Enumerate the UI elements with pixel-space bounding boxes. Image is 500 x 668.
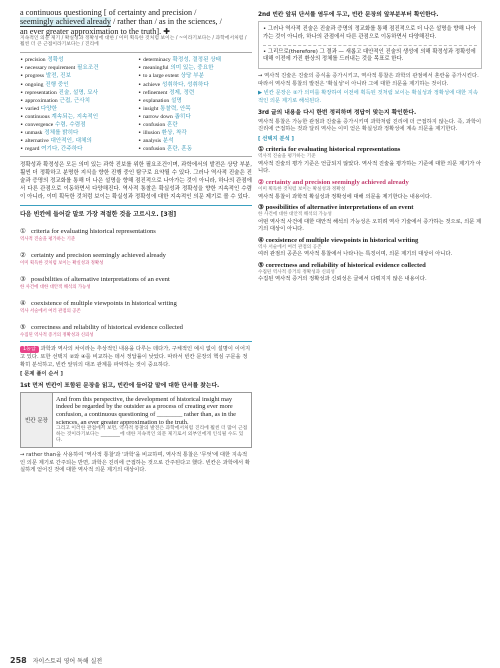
analysis-option-2: ② certainty and precision seemingly achieved already 이미 획득한 것처럼 보이는 확실성과 정확성 역사적 통찰이 과학적 확실성과 정확성에 대해 의문을 제기한다는 내용이다. bbox=[258, 179, 432, 200]
right-column bbox=[258, 8, 482, 286]
book-title: 자이스토리 영어 독해 실전 bbox=[32, 658, 103, 665]
korean-translation: 정확성과 확정성은 모든 의미 있는 과학 진보를 위한 필요조건이며, 과학에서의 발전은 상당 부분, 훨씬 더 정확하고 분명한 지식을 향한 진행 중인 탐구로 요약될 수 있다. 그러나 역사적 진술은 진술과 증명의 정교화를 통해 더 나은 설명을 향해 점진적으로 나아가는 것이 아니라, 하나의 관점에서 다른 관점으로 이동하면서 다양해진다. 역사적 통찰은 확실성과 정확성을 향한 지속적인 수렴이 아니라, 이미 획득한 것처럼 보이는 확실성과 정확성에 대한 지속적인 의문 제기로 볼 수 있다. bbox=[20, 162, 252, 201]
vocab-item: • analysis 분석 bbox=[138, 138, 174, 145]
table-header: 빈칸 문장 bbox=[21, 393, 53, 447]
vocab-item: • narrow down 좁히다 bbox=[138, 113, 191, 120]
page-footer bbox=[10, 656, 102, 665]
blank-sentence-ko: 그리고 이러한 관점에서 보면, 역사적 통찰의 발전은 과학에서처럼 진리에 훨씬 더 많이 근접하는 것이라기보다는 ________에 대한 지속적인 의문 제기로서 외부인에게 인식될 수도 있다. bbox=[56, 426, 248, 444]
vocab-item: • continuous 계속되는, 지속적인 bbox=[20, 113, 99, 120]
question-box bbox=[20, 205, 252, 342]
table-cell bbox=[53, 393, 251, 447]
vocab-item: • convergence 수렴, 수렴점 bbox=[20, 121, 86, 128]
vocab-item: • meaningful 의미 있는, 중요한 bbox=[138, 65, 214, 72]
option-5[interactable]: ⑤ correctness and reliability of historical evidence collected 수집된 역사적 증거의 정확성과 신뢰성 bbox=[20, 324, 183, 339]
blank-sentence-en: And from this perspective, the development of historical insight may indeed be regarded by the outsider as a process of creating ever more confusion, a continuous questioning of ________ rather than, as in the sciences, an ever greater approximation to the truth. bbox=[56, 395, 236, 426]
box-text-2: • 그리므로(therefore) 그 결과 — 새롭고 대안적인 진술의 생성에 의해 확정성과 정확성에 대해 이전에 가진 환상의 정체를 드러내는 것을 목표로 한다. bbox=[263, 48, 476, 63]
vocab-item: • alternative 대안적인, 대체의 bbox=[20, 138, 92, 145]
question-title: 다음 빈칸에 들어갈 말로 가장 적절한 것을 고르시오. [3점] bbox=[20, 211, 177, 219]
sciences-text: / as in the sciences, / bbox=[154, 17, 222, 27]
passage-end-line-3: an ever greater approximation to the truth]. ✚ bbox=[20, 26, 171, 36]
vocab-item: • progress 발전, 진보 bbox=[20, 73, 71, 80]
analysis-option-1: ① criteria for evaluating historical representations 역사적 진술을 평가하는 기준 역사적 진술의 평가 기준은 언급되지 않았다. 역사적 진술을 평가하는 기준에 대한 의문 제기가 아니다. bbox=[258, 146, 482, 175]
divider bbox=[263, 45, 477, 46]
option-2[interactable]: ② certainty and precision seemingly achieved already 이미 획득한 것처럼 보이는 확실성과 정확성 bbox=[20, 252, 166, 267]
analysis-option-4: ④ coexistence of multiple viewpoints in historical writing 역사 서술에서 여러 관점의 공존 여러 관점의 공존은 역사적 통찰에서 나타나는 특징이며, 의문 제기의 대상이 아니다. bbox=[258, 236, 453, 258]
grade-badge: 1등급 bbox=[20, 346, 39, 353]
vocab-item: • ongoing 진행 중인 bbox=[20, 81, 69, 88]
vocab-item: • necessary requirement 필요조건 bbox=[20, 65, 99, 72]
step-2: 2nd 빈칸 앞뒤 단서를 염두에 두고, 빈칸 문장의 앞부분부터 확인한다. bbox=[258, 12, 439, 18]
vocab-item: • achieve 성취하다, 성취하다 bbox=[138, 81, 209, 88]
box-text-1: • 그러나 역사적 진술은 진술과 증명의 정교화를 통해 점진적으로 더 나은 설명을 향해 나아가는 것이 아니라, 하나의 관점에서 다른 관점으로 이동하면서 다양해진다. bbox=[263, 26, 476, 40]
step-2-note: → 역사적 진술은 진술의 증식을 증가시키고, 역사적 통찰은 과학의 관점에서 혼란을 증가시킨다. 따라서 역사적 통찰의 발전은 '확실성'이 아니라 그에 대한 의문을 제기하는 것이다. bbox=[258, 73, 479, 87]
option-1[interactable]: ① criteria for evaluating historical representations 역사적 진술을 평가하는 기준 bbox=[20, 228, 156, 243]
page-number: 258 bbox=[10, 656, 27, 665]
vocab-item: • varied 다양한 bbox=[20, 105, 58, 112]
vocab-item: • determinacy 확정성, 결정된 상태 bbox=[138, 57, 222, 64]
step-2-conclusion: ▶ 빈칸 문장은 ②가 의미를 확장하여 이전에 획득된 것처럼 보이는 확실성과 정확성에 대한 지속적인 의문 제기로 해석된다. bbox=[258, 90, 479, 104]
left-column bbox=[20, 8, 252, 477]
step-1: 1st 먼저 빈칸이 포함된 문장을 읽고, 빈칸에 들어갈 말에 대한 단서를 찾는다. bbox=[20, 382, 220, 389]
vocab-item: • explanation 설명 bbox=[138, 97, 182, 104]
vocab-item: • to a large extent 상당 부분 bbox=[138, 73, 205, 80]
step-2-box bbox=[258, 21, 482, 69]
step-3: 3rd 글의 내용을 다시 한번 정리하며 정답이 맞는지 확인한다. bbox=[258, 109, 417, 116]
vocab-item: • refinement 정제, 정련 bbox=[138, 89, 195, 96]
explanation: 1등급 과학과 역사의 차이라는 추상적인 내용을 다루는 데다가, 구체적인 예시 없이 설명이 이어지고 있다. 또한 선택지 ②와 ④를 비교하는 데서 정답률이 낮았다. 따라서 빈칸 문장의 핵심 구문을 정확히 분석하고, 빈칸 앞뒤의 대조 관계를 파악하는 것이 중요하다. bbox=[20, 346, 251, 368]
solve-order-label: [ 문제 풀이 순서 ] bbox=[20, 371, 63, 378]
vocab-item: • insight 통찰력, 안목 bbox=[138, 105, 191, 112]
blank-sentence-table bbox=[20, 392, 252, 448]
vocab-item: • precision 정확성 bbox=[20, 57, 64, 64]
vocab-item: • approximation 근접, 근사치 bbox=[20, 97, 91, 104]
option-3[interactable]: ③ possibilities of alternative interpretations of an event 한 사건에 대한 대안적 해석의 가능성 bbox=[20, 276, 170, 291]
analysis-option-5: ⑤ correctness and reliability of historical evidence collected 수집된 역사적 증거의 정확성과 신뢰성 수집된 역사적 증거의 정확성과 신뢰성은 글에서 다뤄지지 않은 내용이다. bbox=[258, 261, 427, 283]
vocab-item: • confusion 혼란 bbox=[138, 121, 178, 128]
option-4[interactable]: ④ coexistence of multiple viewpoints in historical writing 역사 서술에서 여러 관점의 공존 bbox=[20, 300, 177, 315]
vocab-item: • illusion 환상, 착각 bbox=[138, 130, 187, 137]
passage-end-line-1: a continuous questioning [ of certainty and precision / bbox=[20, 8, 197, 17]
vocab-list bbox=[20, 52, 252, 157]
rather-than-text: / rather than bbox=[110, 17, 155, 27]
answer-highlight: seemingly achieved already bbox=[20, 17, 111, 27]
passage-gloss: 지속적인 의문 제기 / 확실성과 정확성에 대한 / 이미 획득한 것처럼 보이는 / ~이라기보다는 / 과학에서처럼 / 훨씬 더 큰 근접이라기보다는 / 진리에 bbox=[20, 36, 247, 48]
vocab-item: • confusion 혼란, 혼동 bbox=[138, 146, 193, 153]
options-analysis-label: [ 선택지 분석 ] bbox=[258, 135, 294, 142]
step-1-note: → rather than을 사용하여 '역사적 통찰'과 '과학'을 비교하며, 역사적 통찰은 '무엇'에 대한 지속적인 의문 제기로 간주되는 반면, 과학은 진리에 근접하는 것으로 간주된다고 했다. 빈칸은 과학에서 확실하게 얻어진 것에 대한 역사적 의문 제기의 대상이다. bbox=[20, 452, 250, 474]
vocab-item: • regard 여기다, 간주하다 bbox=[20, 146, 83, 153]
vocab-item: • unmask 정체를 밝히다 bbox=[20, 130, 79, 137]
vocab-item: • representation 진술, 설명, 묘사 bbox=[20, 89, 99, 96]
passage-end-line-2 bbox=[20, 17, 252, 26]
summary: 역사적 통찰은 가능한 관점과 진술을 증가시키며 과학처럼 진리에 더 근접하지 않는다. 즉, 과학이 진리에 근접하는 것과 달리 역사는 이미 얻은 확실성과 정확성에 계속 의문을 제기한다. bbox=[258, 118, 482, 133]
analysis-option-3: ③ possibilities of alternative interpretations of an event 한 사건에 대한 대안적 해석의 가능성 어떤 역사적 사건에 대한 대안적 해석의 가능성은 오히려 역사 기술에서 증가하는 것으로, 의문 제기의 대상이 아니다. bbox=[258, 204, 482, 233]
